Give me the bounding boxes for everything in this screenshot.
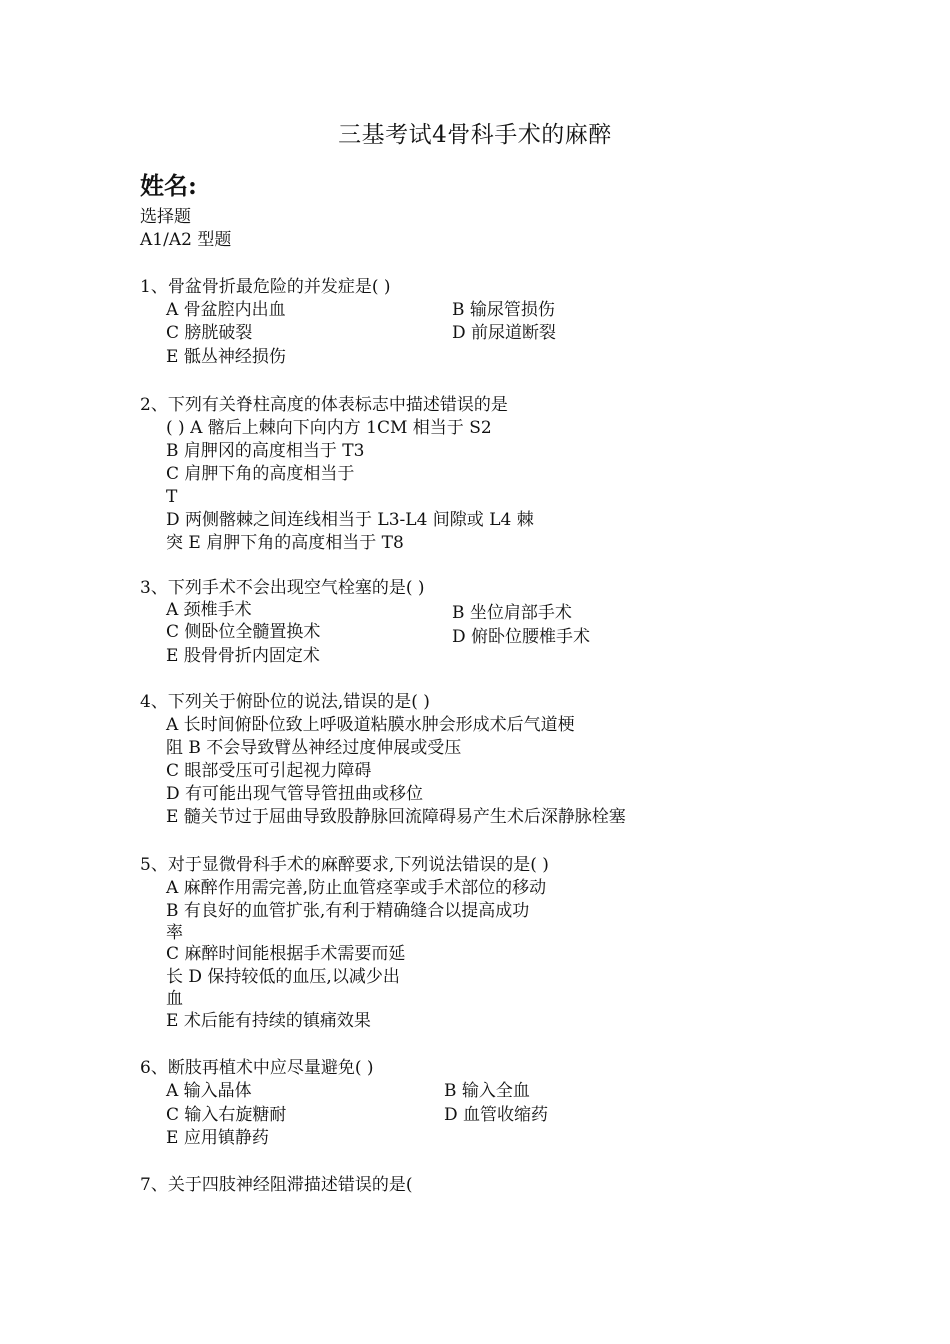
question-3-option-a: A 颈椎手术 <box>166 600 252 620</box>
question-5-line-5: 长 D 保持较低的血压,以减少出 <box>166 967 400 987</box>
question-2-line-5: D 两侧髂棘之间连线相当于 L3-L4 间隙或 L4 棘 <box>166 510 534 530</box>
question-4-line-3: C 眼部受压可引起视力障碍 <box>166 761 372 781</box>
question-3-option-b: B 坐位肩部手术 <box>452 603 572 623</box>
question-4-stem: 4、下列关于俯卧位的说法,错误的是( ) <box>140 692 430 712</box>
name-label: 姓名: <box>140 171 197 200</box>
question-5-line-1: A 麻醉作用需完善,防止血管痉挛或手术部位的移动 <box>166 878 547 898</box>
question-4-line-5: E 髓关节过于屈曲导致股静脉回流障碍易产生术后深静脉栓塞 <box>166 807 626 827</box>
question-2-line-6: 突 E 肩胛下角的高度相当于 T8 <box>166 533 404 553</box>
question-3-option-d: D 俯卧位腰椎手术 <box>452 627 591 647</box>
question-3-stem: 3、下列手术不会出现空气栓塞的是( ) <box>140 578 425 598</box>
question-3-option-e: E 股骨骨折内固定术 <box>166 646 320 666</box>
question-2-stem: 2、下列有关脊柱高度的体表标志中描述错误的是 <box>140 395 508 415</box>
question-4-line-2: 阻 B 不会导致臂丛神经过度伸展或受压 <box>166 738 462 758</box>
question-5-stem: 5、对于显微骨科手术的麻醉要求,下列说法错误的是( ) <box>140 855 549 875</box>
question-6-option-e: E 应用镇静药 <box>166 1128 269 1148</box>
question-6-option-c: C 输入右旋糖耐 <box>166 1105 287 1125</box>
question-5-line-3: 率 <box>166 923 183 943</box>
question-5-line-4: C 麻醉时间能根据手术需要而延 <box>166 944 406 964</box>
question-4-line-1: A 长时间俯卧位致上呼吸道粘膜水肿会形成术后气道梗 <box>166 715 575 735</box>
question-1-option-d: D 前尿道断裂 <box>452 323 557 343</box>
question-6-stem: 6、断肢再植术中应尽量避免( ) <box>140 1058 374 1078</box>
question-2-line-1: ( ) A 髂后上棘向下向内方 1CM 相当于 S2 <box>166 418 492 438</box>
question-1-stem: 1、骨盆骨折最危险的并发症是( ) <box>140 277 391 297</box>
document-title: 三基考试4骨科手术的麻醉 <box>338 122 612 148</box>
question-5-line-6: 血 <box>166 989 183 1009</box>
question-2-line-2: B 肩胛冈的高度相当于 T3 <box>166 441 365 461</box>
question-5-line-7: E 术后能有持续的镇痛效果 <box>166 1011 371 1031</box>
question-1-option-e: E 骶丛神经损伤 <box>166 347 286 367</box>
question-6-option-a: A 输入晶体 <box>166 1081 252 1101</box>
question-1-option-b: B 输尿管损伤 <box>452 300 555 320</box>
subsection-label: A1/A2 型题 <box>140 230 232 250</box>
section-label: 选择题 <box>140 207 191 227</box>
question-1-option-c: C 膀胱破裂 <box>166 323 253 343</box>
question-7-stem: 7、关于四肢神经阻滞描述错误的是( <box>140 1175 413 1195</box>
question-4-line-4: D 有可能出现气管导管扭曲或移位 <box>166 784 424 804</box>
question-2-line-4: T <box>166 487 178 507</box>
question-2-line-3: C 肩胛下角的高度相当于 <box>166 464 355 484</box>
question-5-line-2: B 有良好的血管扩张,有利于精确缝合以提高成功 <box>166 901 530 921</box>
question-1-option-a: A 骨盆腔内出血 <box>166 300 286 320</box>
question-6-option-d: D 血管收缩药 <box>444 1105 549 1125</box>
question-3-option-c: C 侧卧位全髓置换术 <box>166 622 321 642</box>
question-6-option-b: B 输入全血 <box>444 1081 530 1101</box>
